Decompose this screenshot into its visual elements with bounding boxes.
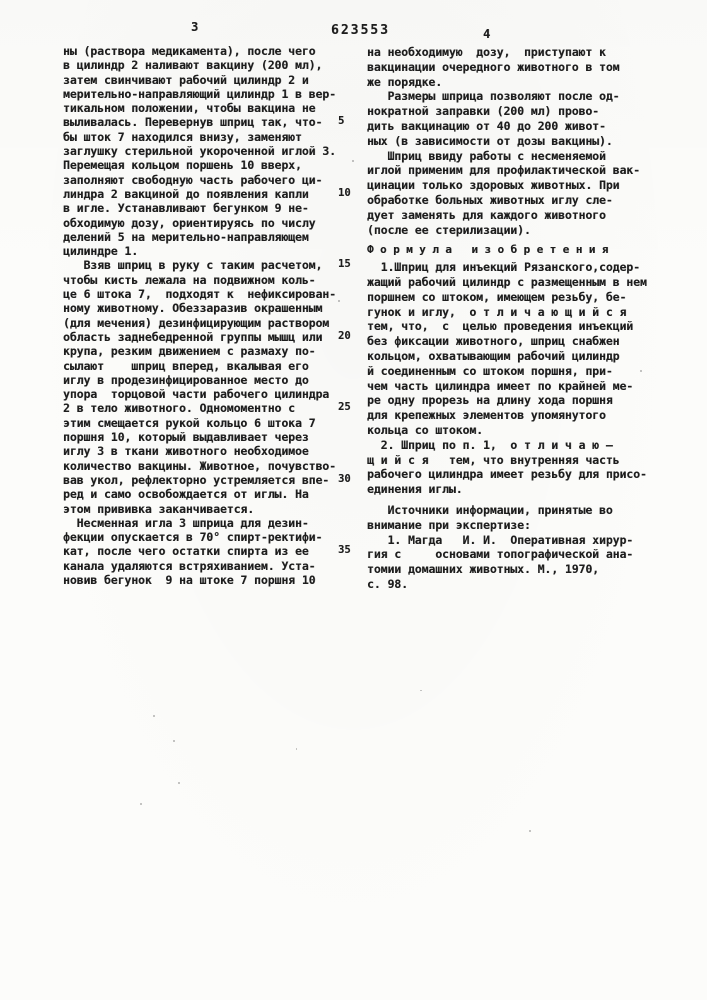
text-line: заглушку стерильной укороченной иглой 3.: [63, 144, 336, 159]
line-number: 30: [338, 473, 351, 485]
page-number-left: 3: [191, 20, 199, 34]
text-line: фекции опускается в 70° спирт-ректифи-: [63, 530, 323, 545]
text-line: кольцом, охватывающим рабочий цилиндр: [367, 348, 620, 363]
text-line: крупа, резким движением с размаху по-: [63, 344, 316, 359]
line-number: 35: [338, 544, 351, 556]
left-column: [63, 44, 355, 587]
text-line: мерительно-направляющий цилиндр 1 в вер-: [63, 86, 336, 101]
text-line: в цилиндр 2 наливают вакцину (200 мл),: [63, 58, 323, 73]
text-line: гунок и иглу, о т л и ч а ю щ и й с я: [367, 304, 627, 319]
text-line: жащий рабочий цилиндр с размещенным в нем: [367, 274, 647, 289]
line-number: 15: [338, 258, 351, 270]
text-line: затем свинчивают рабочий цилиндр 2 и: [63, 72, 309, 87]
text-line: й соединенным со штоком поршня, при-: [367, 363, 613, 378]
text-line: единения иглы.: [367, 482, 463, 497]
text-line: сылают шприц вперед, вкалывая его: [63, 358, 309, 373]
text-line: тикальном положении, чтобы вакцина не: [63, 101, 316, 116]
text-line: без фиксации животного, шприц снабжен: [367, 334, 620, 349]
scan-speck: [420, 690, 422, 691]
text-line: чем часть цилиндра имеет по крайней ме-: [367, 378, 634, 393]
scan-speck: [352, 160, 354, 162]
text-line: иглу 3 в ткани животного необходимое: [63, 444, 309, 459]
scan-speck: [296, 748, 297, 750]
text-line: Размеры шприца позволяют после од-: [367, 89, 620, 104]
text-line: количество вакцины. Животное, почувство-: [63, 458, 336, 473]
scan-speck: [173, 740, 175, 742]
text-line: поршня 10, который выдавливает через: [63, 430, 309, 445]
line-number: 5: [338, 115, 345, 127]
text-line: кольца со штоком.: [367, 422, 484, 437]
text-line: тем, что, с целью проведения инъекций: [367, 319, 634, 334]
text-line: для крепежных элементов упомянутого: [367, 408, 606, 423]
claims-paragraphs: [367, 260, 663, 497]
text-line: кат, после чего остатки спирта из ее: [63, 544, 309, 559]
text-line: (после ее стерилизации).: [367, 222, 531, 237]
text-line: Шприц ввиду работы с несменяемой: [367, 148, 606, 163]
text-line: бы шток 7 находился внизу, заменяют: [63, 129, 302, 144]
text-line: 1.Шприц для инъекций Рязанского,содер-: [367, 260, 640, 275]
text-line: 2. Шприц по п. 1, о т л и ч а ю —: [367, 437, 613, 452]
text-line: выливалась. Перевернув шприц так, что-: [63, 115, 323, 130]
text-line: дует заменять для каждого животного: [367, 207, 606, 222]
text-line: этом прививка заканчивается.: [63, 501, 255, 516]
line-number: 10: [338, 187, 351, 199]
scan-speck: [153, 715, 155, 717]
text-line: Взяв шприц в руку с таким расчетом,: [63, 258, 323, 273]
text-line: область заднебедренной группы мышц или: [63, 329, 323, 344]
text-line: ных (в зависимости от дозы вакцины).: [367, 133, 613, 148]
text-line: Несменная игла 3 шприца для дезин-: [63, 515, 309, 530]
page-number-right: 4: [483, 27, 491, 41]
text-line: цилиндре 1.: [63, 244, 139, 259]
text-line: ре одну прорезь на длину хода поршня: [367, 393, 613, 408]
text-line: обработке больных животных иглу сле-: [367, 192, 613, 207]
text-line: на необходимую дозу, приступают к: [367, 45, 606, 59]
text-line: (для мечения) дезинфицирующим раствором: [63, 315, 330, 330]
text-line: же порядке.: [367, 74, 443, 89]
text-line: этим смещается рукой кольцо 6 штока 7: [63, 415, 316, 430]
text-line: в игле. Устанавливают бегунком 9 не-: [63, 201, 309, 216]
text-line: щ и й с я тем, что внутренняя часть: [367, 452, 620, 467]
scan-speck: [140, 803, 142, 805]
text-line: це 6 штока 7, подходят к нефиксирован-: [63, 287, 336, 302]
text-line: Источники информации, принятые во: [367, 502, 613, 517]
text-line: иглу в продезинфицированное место до: [63, 372, 309, 387]
scan-speck: [338, 300, 340, 302]
text-line: нократной заправки (200 мл) прово-: [367, 104, 600, 119]
scan-speck: [640, 370, 642, 372]
text-line: ному животному. Обеззаразив окрашенным: [63, 301, 323, 316]
text-line: поршнем со штоком, имеющем резьбу, бе-: [367, 289, 627, 304]
text-line: новив бегунок 9 на штоке 7 поршня 10: [63, 572, 316, 587]
text-line: 1. Магда И. И. Оперативная хирур-: [367, 532, 634, 547]
formula-heading: Ф о р м у л а и з о б р е т е н и я: [367, 243, 609, 257]
text-line: внимание при экспертизе:: [367, 517, 531, 532]
text-line: с. 98.: [367, 576, 408, 591]
line-number: 25: [338, 401, 351, 413]
text-line: делений 5 на мерительно-направляющем: [63, 229, 309, 244]
text-line: рабочего цилиндра имеет резьбу для присо-: [367, 467, 647, 482]
text-line: гия с основами топографической ана-: [367, 547, 634, 562]
text-line: цинации только здоровых животных. При: [367, 178, 620, 193]
text-line: дить вакцинацию от 40 до 200 живот-: [367, 118, 606, 133]
text-line: упора торцовой части рабочего цилиндра: [63, 387, 330, 402]
text-line: томии домашних животных. М., 1970,: [367, 562, 600, 577]
text-line: 2 в тело животного. Одномоментно с: [63, 401, 296, 416]
right-column: [367, 45, 663, 592]
text-line: вав укол, рефлекторно устремляется впе-: [63, 472, 330, 487]
text-line: заполняют свободную часть рабочего ци-: [63, 172, 323, 187]
text-line: канала удаляются встряхиванием. Уста-: [63, 558, 316, 573]
text-line: обходимую дозу, ориентируясь по числу: [63, 215, 316, 230]
text-line: чтобы кисть лежала на подвижном коль-: [63, 272, 316, 287]
text-line: линдра 2 вакциной до появления капли: [63, 186, 309, 201]
text-line: иглой применим для профилактической вак-: [367, 163, 640, 178]
text-line: ны (раствора медикамента), после чего: [63, 44, 316, 58]
line-number: 20: [338, 330, 351, 342]
scan-speck: [529, 830, 531, 832]
text-line: Перемещая кольцом поршень 10 вверх,: [63, 158, 302, 173]
text-line: вакцинации очередного животного в том: [367, 59, 620, 74]
sources-paragraphs: [367, 503, 663, 592]
patent-number: 623553: [331, 23, 390, 38]
scan-speck: [178, 782, 180, 784]
text-line: ред и само освобождается от иглы. На: [63, 487, 309, 502]
intro-paragraphs: [367, 45, 663, 237]
